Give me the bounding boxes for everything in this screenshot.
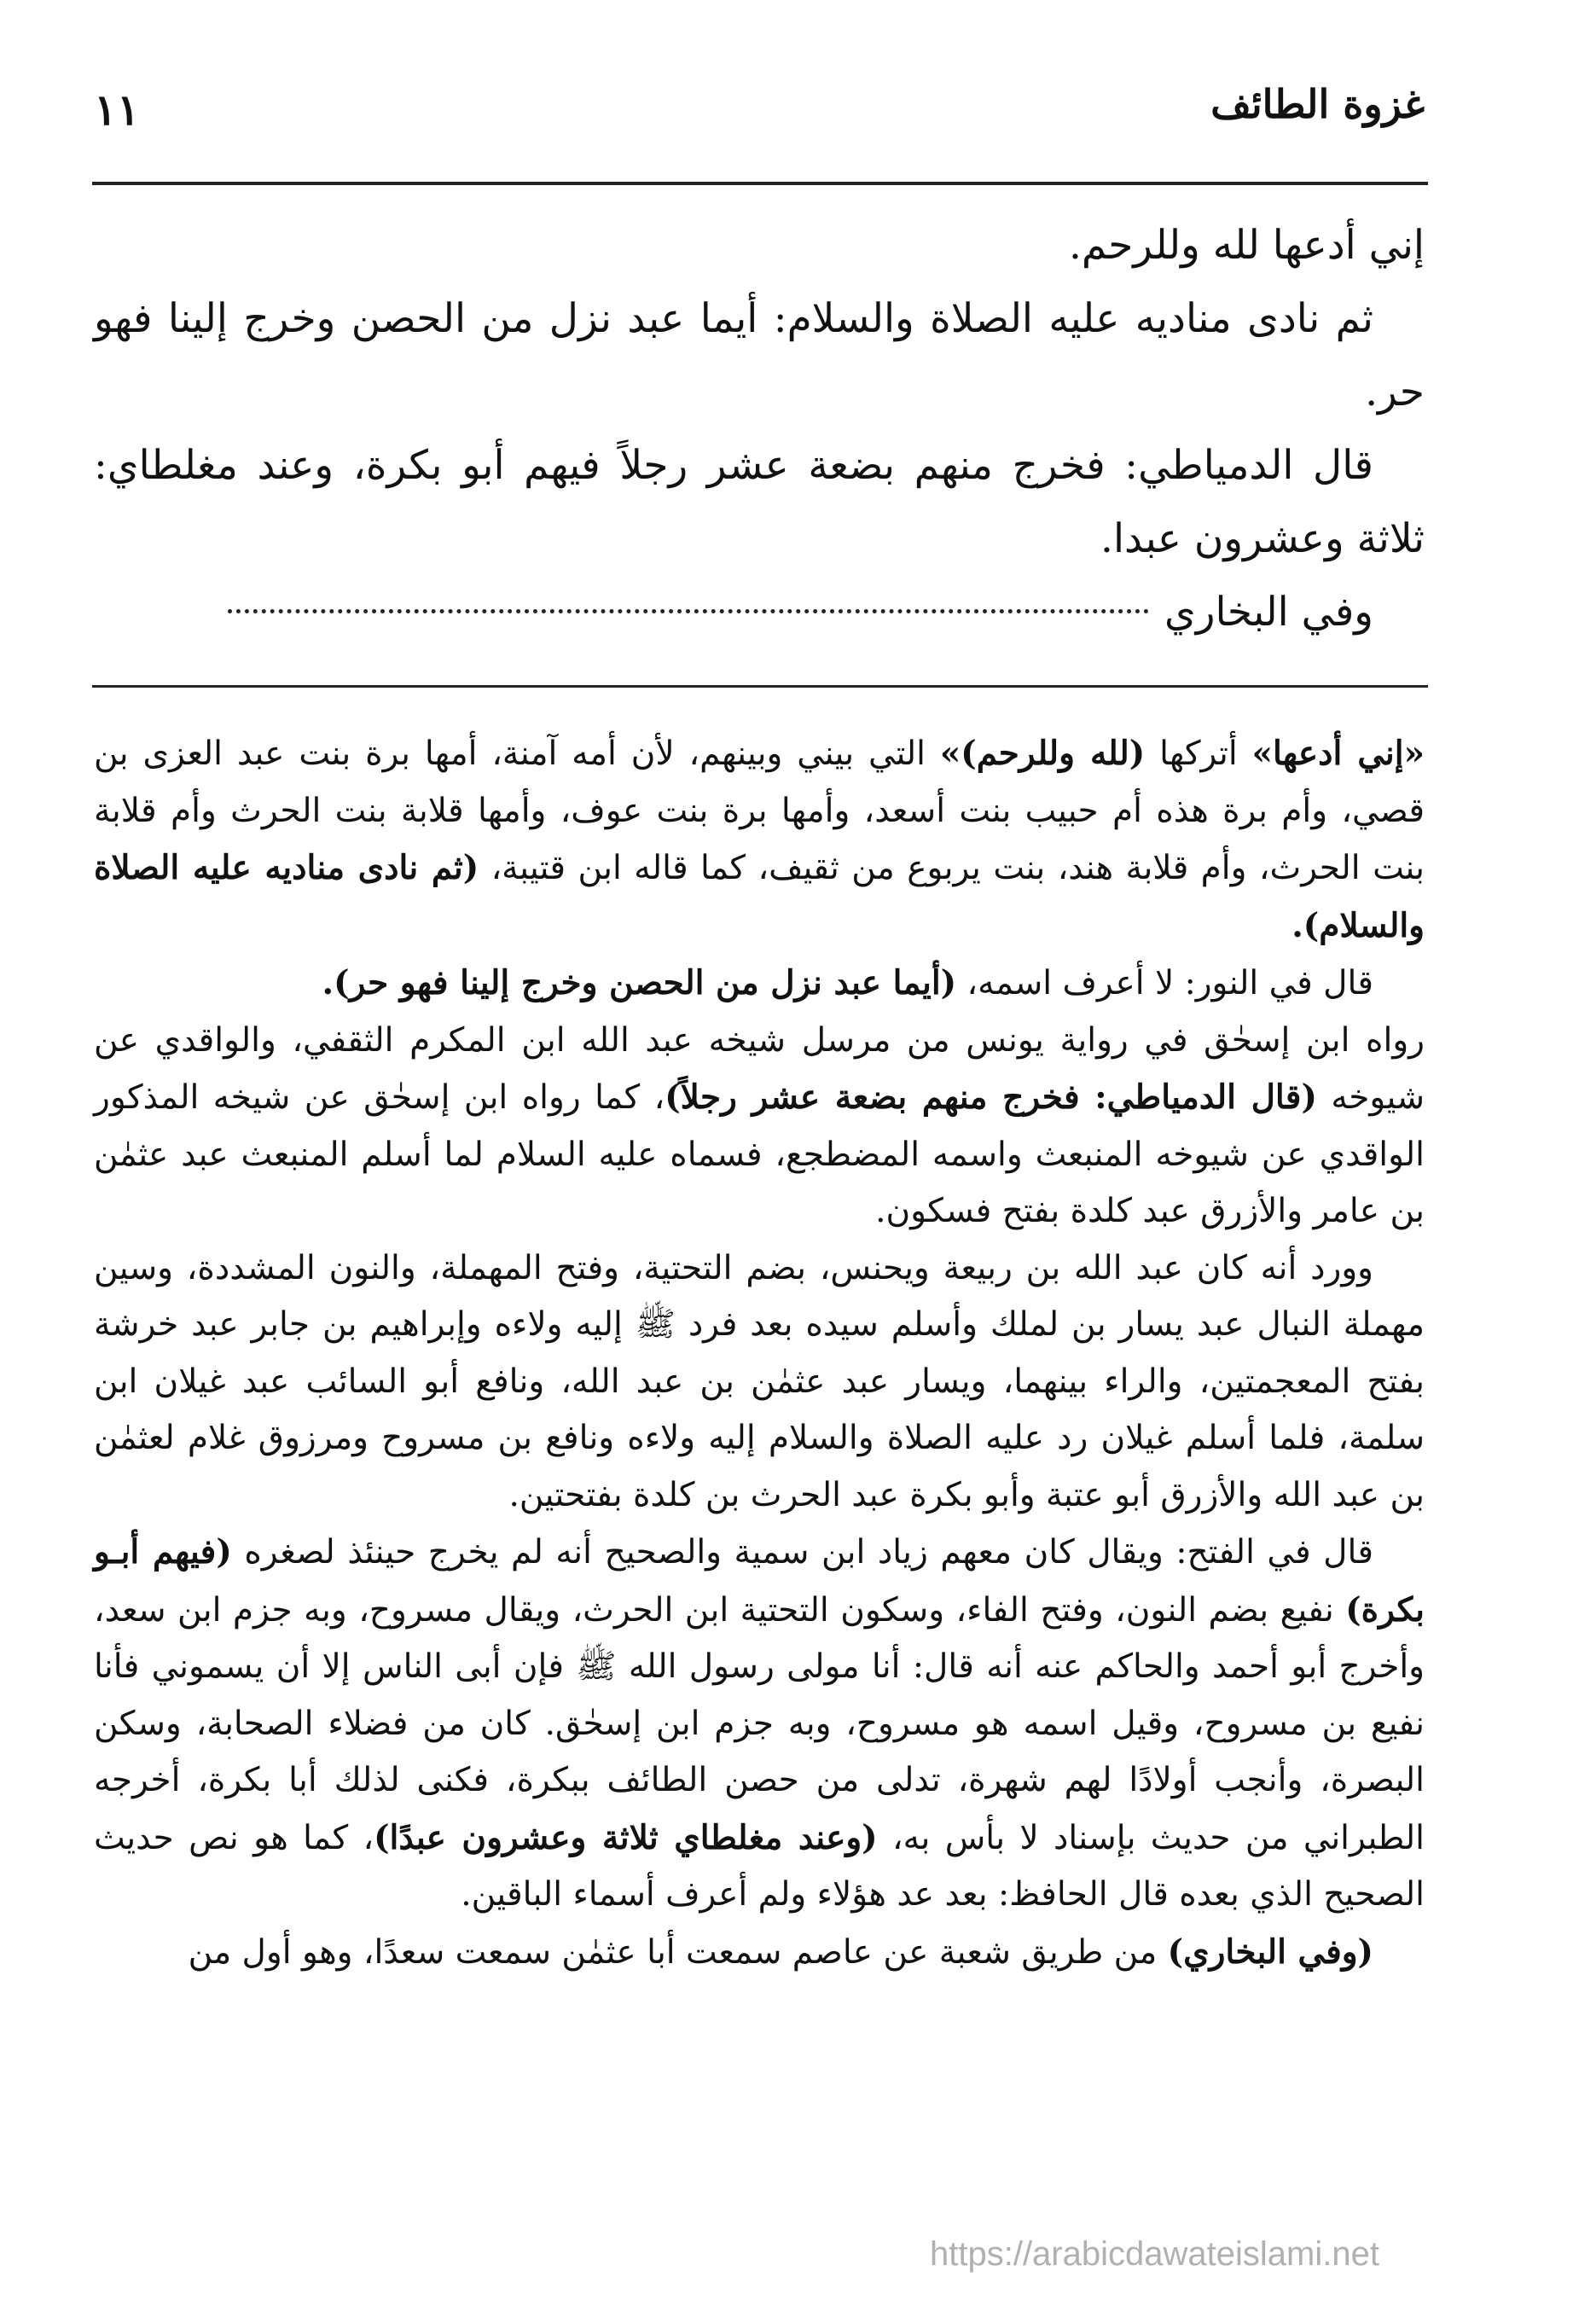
quoted-phrase: (لله وللرحم)» — [939, 734, 1146, 773]
quoted-phrase: (وفي البخاري) — [1167, 1932, 1373, 1972]
commentary-text-run: ، كما رواه ابن إسحٰق عن شيخه المذكور الواقدي عن شيوخه المنبعث واسمه المضطجع، فسماه عليه السلام لما أسلم المنبعث عبد عثمٰن بن عامر والأزرق عبد كلدة بفتح فسكون. — [94, 1078, 1425, 1230]
section-divider — [92, 685, 1428, 688]
commentary-paragraph-5 — [94, 1524, 1425, 1924]
commentary-paragraph-3 — [94, 1013, 1425, 1240]
running-title: غزوة الطائف — [1210, 81, 1425, 127]
commentary-text-run: من طريق شعبة عن عاصم سمعت أبا عثمٰن سمعت سعدًا، وهو أول من — [188, 1932, 1168, 1972]
commentary-text-run: نفيع بضم النون، وفتح الفاء، وسكون التحتية ابن الحرث، ويقال مسروح، وبه جزم ابن سعد، وأخرج أبو أحمد والحاكم عنه أنه قال: أنا مولى رسول الله ﷺ فإن أبى الناس إلا أن يسموني فأنا نفيع بن مسروح، وقيل اسمه هو مسروح، وبه جزم ابن إسحٰق. كان من فضلاء الصحابة، وسكن البصرة، وأنجب أولادًا لهم شهرة، تدلى من حصن الطائف ببكرة، فكنى لذلك أبا بكرة، أخرجه الطبراني من حديث بإسناد لا بأس به، — [94, 1590, 1425, 1857]
commentary-text — [94, 725, 1425, 1981]
commentary-text-run: قال في النور: لا أعرف اسمه، — [956, 964, 1373, 1002]
quoted-phrase: (أيما عبد نزل من الحصن وخرج إلينا فهو حر). — [322, 963, 957, 1002]
quoted-phrase: (وعند مغلطاي ثلاثة وعشرون عبدًا) — [374, 1817, 878, 1857]
commentary-paragraph-4: وورد أنه كان عبد الله بن ربيعة ويحنس، بضم التحتية، وفتح المهملة، والنون المشددة، وسين مهملة النبال عبد يسار بن لملك وأسلم سيده بعد فرد ﷺ إليه ولاءه وإبراهيم بن جابر عبد خرشة بفتح المعجمتين، والراء بينهما، ويسار عبد عثمٰن بن عبد الله، ونافع أبو السائب عبد غيلان ابن سلمة، فلما أسلم غيلان رد عليه الصلاة والسلام إليه ولاءه ونافع بن مسروح ومرزوق غلام لعثمٰن بن عبد الله والأزرق أبو عتبة وأبو بكرة عبد الحرث بن كلدة بفتحتين. — [94, 1248, 1425, 1514]
page-number: ١١ — [94, 84, 140, 135]
ellipsis-leader — [228, 609, 1149, 613]
commentary-paragraph-2 — [94, 955, 1425, 1013]
quoted-phrase: (فيهم أبـو بكرة) — [94, 1532, 1425, 1630]
quoted-phrase: «إني أدعها» — [1251, 734, 1425, 773]
source-watermark: https://arabicdawateislami.net — [930, 2235, 1379, 2273]
commentary-text-run: أتركها — [1145, 735, 1252, 773]
page-header — [94, 73, 1425, 149]
main-paragraph-1: إني أدعها لله وللرحم. — [1068, 222, 1425, 269]
header-rule — [92, 182, 1428, 185]
commentary-text-run: رواه ابن إسحٰق في رواية يونس من مرسل شيخه عبد الله ابن المكرم الثقفي، والواقدي عن شيوخه — [94, 1020, 1425, 1117]
main-paragraph-2: ثم نادى مناديه عليه الصلاة والسلام: أيما عبد نزل من الحصن وخرج إلينا فهو حر. — [94, 295, 1425, 415]
commentary-text-run: ، كما هو نص حديث الصحيح الذي بعده قال الحافظ: بعد عد هؤلاء ولم أعرف أسماء الباقين. — [94, 1818, 1425, 1914]
commentary-text-run: التي بيني وبينهم، لأن أمه آمنة، أمها برة بنت عبد العزى بن قصي، وأم برة هذه أم حبيب بنت أسعد، وأمها برة بنت عوف، وأمها قلابة بنت الحرث وأم قلابة بنت الحرث، وأم قلابة هند، بنت يربوع من ثقيف، كما قاله ابن قتيبة، — [94, 735, 1425, 887]
main-paragraph-4 — [94, 576, 1425, 649]
main-text — [94, 209, 1425, 649]
commentary-paragraph-1 — [94, 725, 1425, 955]
quoted-phrase: (قال الدمياطي: فخرج منهم بضعة عشر رجلاً) — [665, 1078, 1317, 1117]
main-paragraph-3: قال الدمياطي: فخرج منهم بضعة عشر رجلاً فيهم أبو بكرة، وعند مغلطاي: ثلاثة وعشرون عبدا. — [94, 442, 1425, 562]
quoted-phrase: (ثم نادى مناديه عليه الصلاة والسلام). — [94, 848, 1425, 945]
main-paragraph-4-text: وفي البخاري — [1164, 589, 1373, 636]
commentary-paragraph-6 — [94, 1924, 1425, 1982]
commentary-text-run: قال في الفتح: ويقال كان معهم زياد ابن سمية والصحيح أنه لم يخرج حينئذ لصغره — [231, 1533, 1373, 1572]
